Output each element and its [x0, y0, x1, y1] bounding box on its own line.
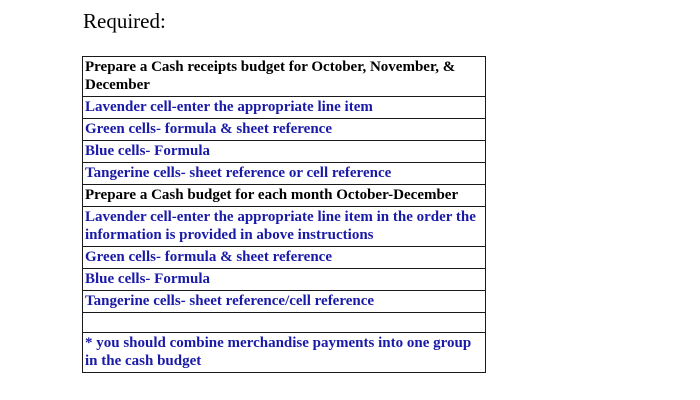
- cash-receipts-budget-instruction: Prepare a Cash receipts budget for October, November, & December: [83, 57, 486, 97]
- empty-row: [83, 313, 486, 333]
- lavender-cell-order-note: Lavender cell-enter the appropriate line item in the order the information is provided in above instructions: [83, 207, 486, 247]
- requirements-table: [82, 56, 486, 373]
- table-row: [83, 141, 486, 163]
- lavender-cell-note: Lavender cell-enter the appropriate line item: [83, 97, 486, 119]
- table-row: [83, 57, 486, 97]
- cash-budget-instruction: Prepare a Cash budget for each month October-December: [83, 185, 486, 207]
- tangerine-cells-note: Tangerine cells- sheet reference/cell reference: [83, 291, 486, 313]
- empty-cell: [83, 313, 486, 333]
- table-row: [83, 333, 486, 373]
- table-row: [83, 247, 486, 269]
- table-row: [83, 291, 486, 313]
- table-row: [83, 97, 486, 119]
- blue-cells-note: Blue cells- Formula: [83, 269, 486, 291]
- merchandise-payments-note: * you should combine merchandise payments into one group in the cash budget: [83, 333, 486, 373]
- green-cells-note: Green cells- formula & sheet reference: [83, 119, 486, 141]
- green-cells-note: Green cells- formula & sheet reference: [83, 247, 486, 269]
- table-row: [83, 207, 486, 247]
- table-row: [83, 185, 486, 207]
- table-row: [83, 269, 486, 291]
- page-title: Required:: [83, 9, 166, 33]
- blue-cells-note: Blue cells- Formula: [83, 141, 486, 163]
- table-row: [83, 163, 486, 185]
- table-row: [83, 119, 486, 141]
- tangerine-cells-note: Tangerine cells- sheet reference or cell reference: [83, 163, 486, 185]
